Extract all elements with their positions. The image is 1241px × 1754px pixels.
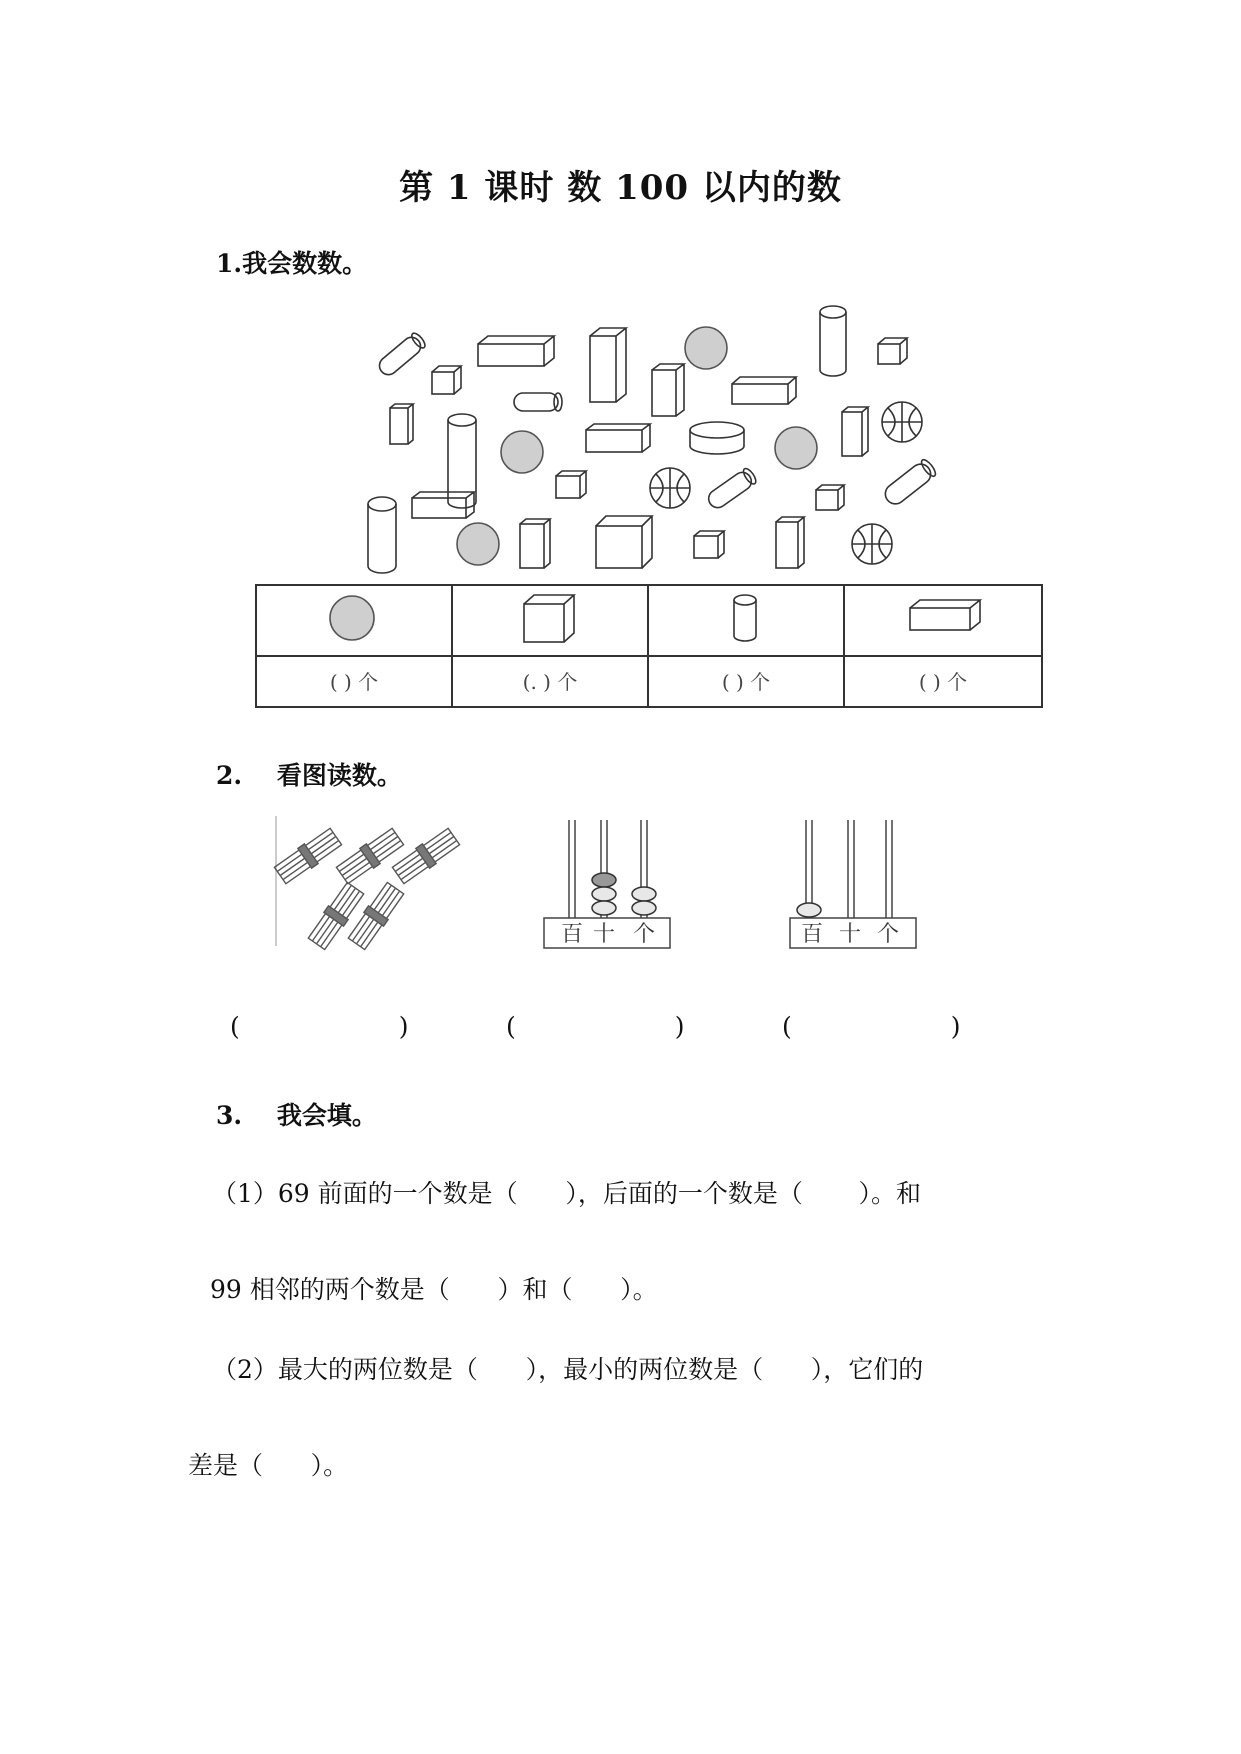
answer-blank-3[interactable]: ( ) [782, 1012, 961, 1041]
sphere-count-blank[interactable]: ( ) 个 [329, 670, 379, 694]
question-3-line-3: （2）最大的两位数是（ ），最小的两位数是（ ），它们的 [212, 1355, 924, 1384]
question-1-heading: 1.我会数数。 [216, 249, 368, 278]
abacus-label-tens: 十 [838, 922, 862, 947]
answer-blank-1[interactable]: ( ) [230, 1012, 409, 1041]
question-3-line-1: （1）69 前面的一个数是（ ），后面的一个数是（ ）。和 [212, 1179, 921, 1208]
abacus-label-hundreds: 百 [560, 922, 584, 947]
abacus-label-ones: 个 [632, 922, 656, 947]
question-3-line-2: 99 相邻的两个数是（ ）和（ ）。 [210, 1275, 658, 1304]
question-3-heading: 3. 我会填。 [216, 1101, 377, 1130]
cube-count-blank[interactable]: (. ) 个 [522, 670, 578, 694]
page-title: 第 1 课时 数 100 以内的数 [399, 168, 842, 208]
cylinder-count-blank[interactable]: ( ) 个 [721, 670, 771, 694]
abacus-label-tens: 十 [592, 922, 616, 947]
question-3-line-4: 差是（ ）。 [188, 1451, 349, 1480]
abacus-label-hundreds: 百 [800, 922, 824, 947]
cuboid-count-blank[interactable]: ( ) 个 [918, 670, 968, 694]
abacus-label-ones: 个 [876, 922, 900, 947]
answer-blank-2[interactable]: ( ) [506, 1012, 685, 1041]
question-2-heading: 2. 看图读数。 [216, 761, 402, 790]
